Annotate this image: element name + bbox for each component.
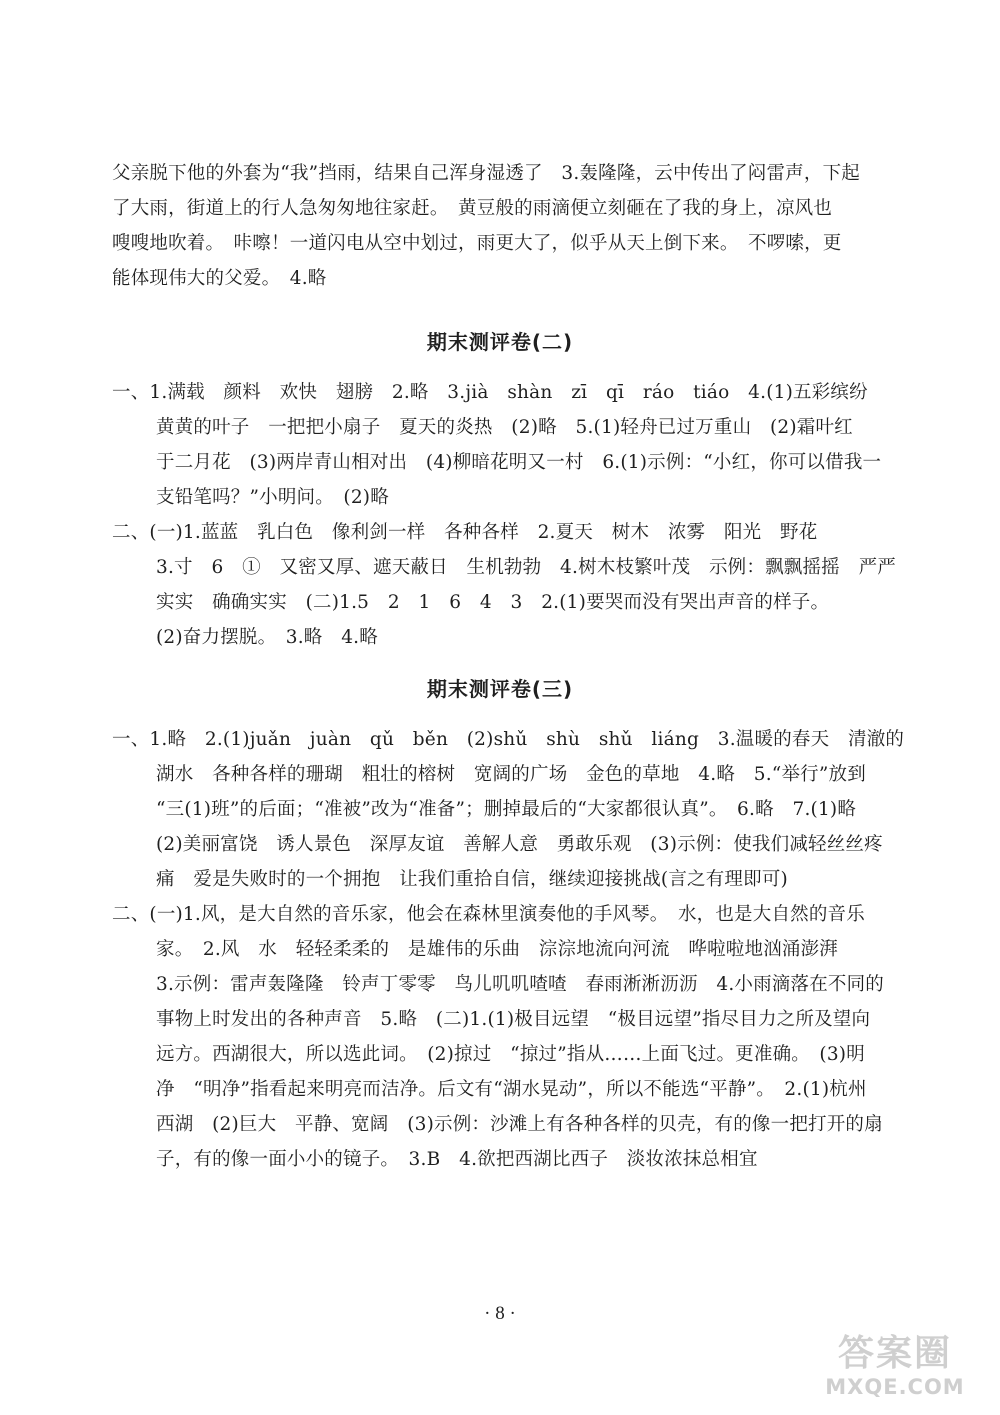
text-line: 支铅笔吗？”小明问。 (2)略	[156, 487, 389, 508]
text-line: 黄黄的叶子 一把把小扇子 夏天的炎热 (2)略 5.(1)轻舟已过万重山 (2)霜叶红	[156, 417, 853, 438]
text-line: 一、1.略 2.(1)juǎn juàn qǔ běn (2)shǔ shù shǔ liáng 3.温暖的春天 清澈的	[112, 729, 905, 750]
page-number: · 8 ·	[484, 1303, 516, 1324]
text-line: 家。 2.风 水 轻轻柔柔的 是雄伟的乐曲 淙淙地流向河流 哗啦啦地汹涌澎湃	[156, 939, 839, 960]
text-line: 痛 爱是失败时的一个拥抱 让我们重拾自信，继续迎接挑战(言之有理即可)	[156, 869, 788, 890]
text-line: 西湖 (2)巨大 平静、宽阔 (3)示例：沙滩上有各种各样的贝壳，有的像一把打开的扇	[156, 1114, 883, 1135]
text-line: (2)奋力摆脱。 3.略 4.略	[156, 627, 378, 648]
text-line: 事物上时发出的各种声音 5.略 (二)1.(1)极目远望 “极目远望”指尽目力之所及望向	[156, 1009, 871, 1030]
text-line: (2)美丽富饶 诱人景色 深厚友谊 善解人意 勇敢乐观 (3)示例：使我们减轻丝丝疼	[156, 834, 883, 855]
section-title-exam-3: 期末测评卷(三)	[426, 677, 574, 701]
text-line: 二、(一)1.风，是大自然的音乐家，他会在森林里演奏他的手风琴。 水，也是大自然的音乐	[112, 904, 865, 925]
watermark-logo-text: 答案圈	[837, 1333, 952, 1374]
section-title-exam-2: 期末测评卷(二)	[426, 330, 574, 354]
text-line: 湖水 各种各样的珊瑚 粗壮的榕树 宽阔的广场 金色的草地 4.略 5.“举行”放到	[156, 764, 866, 785]
text-line: 净 “明净”指看起来明亮而洁净。后文有“湖水晃动”，所以不能选“平静”。 2.(1)杭州	[156, 1079, 867, 1100]
continued-answer-block	[112, 156, 912, 296]
text-line: 一、1.满载 颜料 欢快 翅膀 2.略 3.jià shàn zī qī ráo tiáo 4.(1)五彩缤纷	[112, 382, 868, 403]
text-line: 于二月花 (3)两岸青山相对出 (4)柳暗花明又一村 6.(1)示例：“小红，你可以借我一	[156, 452, 882, 473]
text-line: 能体现伟大的父爱。 4.略	[112, 268, 327, 289]
text-line: 远方。西湖很大，所以选此词。 (2)掠过 “掠过”指从……上面飞过。更准确。 (3)明	[156, 1044, 865, 1065]
section-body-exam-2	[112, 375, 912, 655]
watermark-logo	[822, 1333, 968, 1405]
section-body-exam-3	[112, 722, 912, 1177]
text-line: 嗖嗖地吹着。 咔嚓！一道闪电从空中划过，雨更大了，似乎从天上倒下来。 不啰嗦，更	[112, 233, 842, 254]
text-line: 实实 确确实实 (二)1.5 2 1 6 4 3 2.(1)要哭而没有哭出声音的样子。	[156, 592, 830, 613]
watermark-url-text: MXQE.COM	[825, 1375, 965, 1399]
text-line: 了大雨，街道上的行人急匆匆地往家赶。 黄豆般的雨滴便立刻砸在了我的身上，凉风也	[112, 198, 833, 219]
text-line: “三(1)班”的后面；“准被”改为“准备”；删掉最后的“大家都很认真”。 6.略 7.(1)略	[156, 799, 857, 820]
text-line: 3.寸 6 ① 又密又厚、遮天蔽日 生机勃勃 4.树木枝繁叶茂 示例：飘飘摇摇 严严	[156, 557, 896, 578]
text-line: 3.示例：雷声轰隆隆 铃声丁零零 鸟儿叽叽喳喳 春雨淅淅沥沥 4.小雨滴落在不同的	[156, 974, 885, 995]
text-line: 子，有的像一面小小的镜子。 3.B 4.欲把西湖比西子 淡妆浓抹总相宜	[156, 1149, 758, 1170]
text-line: 二、(一)1.蓝蓝 乳白色 像利剑一样 各种各样 2.夏天 树木 浓雾 阳光 野花	[112, 522, 818, 543]
text-line: 父亲脱下他的外套为“我”挡雨，结果自己浑身湿透了 3.轰隆隆，云中传出了闷雷声，下起	[112, 163, 860, 184]
